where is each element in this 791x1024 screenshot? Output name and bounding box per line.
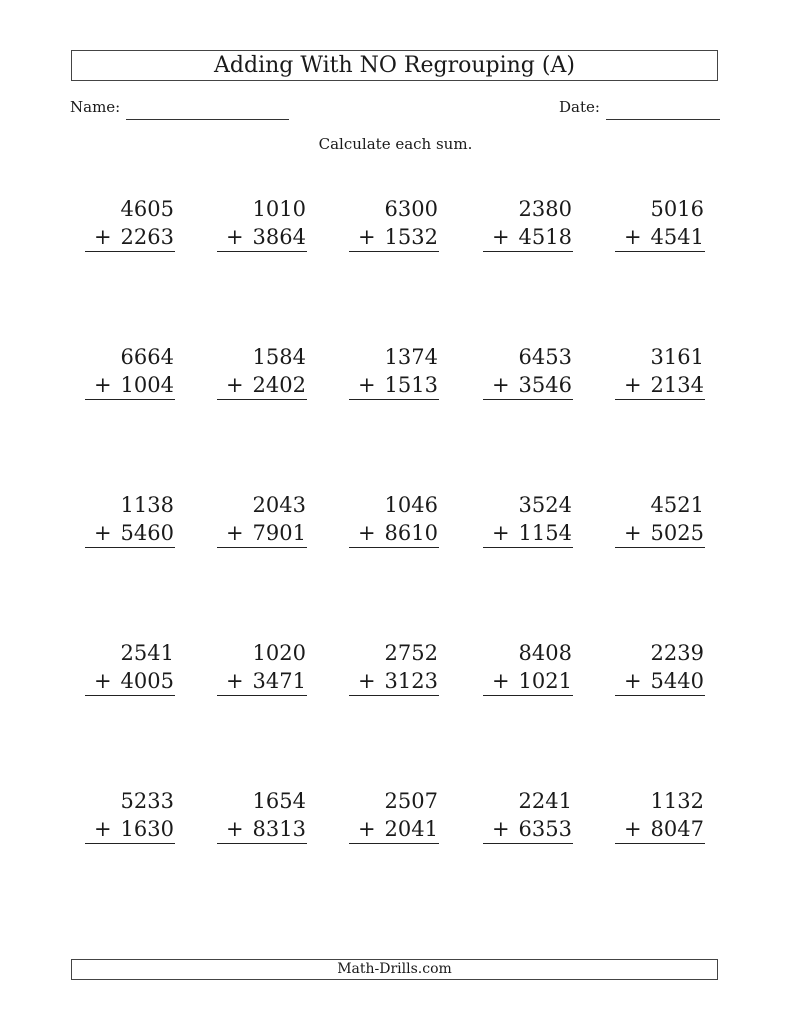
addition-problem (615, 787, 705, 844)
addend-top: 4605 (120, 197, 174, 221)
addend-top: 1046 (384, 493, 438, 517)
addition-problem (483, 639, 573, 696)
footer-credit: Math-Drills.com (71, 959, 718, 980)
date-label: Date: (559, 98, 600, 116)
plus-sign: + (492, 817, 510, 841)
addend-top: 2043 (252, 493, 306, 517)
addend-top: 2507 (384, 789, 438, 813)
addition-problem (217, 195, 307, 252)
addend-top: 5016 (650, 197, 704, 221)
addend-top: 6664 (120, 345, 174, 369)
addition-problem (483, 343, 573, 400)
addition-problem (85, 491, 175, 548)
addition-problem (217, 639, 307, 696)
addend-bottom-row (615, 815, 705, 844)
addend-bottom-row (615, 667, 705, 696)
addend-bottom: 4518 (518, 225, 572, 249)
addend-bottom: 1154 (518, 521, 572, 545)
addition-problem (85, 787, 175, 844)
addend-top: 2239 (650, 641, 704, 665)
addend-bottom: 2134 (650, 373, 704, 397)
addend-bottom: 1630 (120, 817, 174, 841)
addition-problem (483, 491, 573, 548)
addend-bottom: 5460 (120, 521, 174, 545)
addend-top: 3524 (518, 493, 572, 517)
addend-top: 2241 (518, 789, 572, 813)
plus-sign: + (94, 669, 112, 693)
plus-sign: + (226, 669, 244, 693)
addend-top: 6300 (384, 197, 438, 221)
addend-bottom-row (349, 815, 439, 844)
addend-top: 1010 (252, 197, 306, 221)
addend-top: 2380 (518, 197, 572, 221)
addend-bottom-row (85, 667, 175, 696)
addend-bottom: 1532 (384, 225, 438, 249)
addition-problem (217, 787, 307, 844)
addition-problem (349, 787, 439, 844)
addend-bottom-row (615, 371, 705, 400)
addend-bottom-row (85, 223, 175, 252)
plus-sign: + (226, 373, 244, 397)
addend-bottom-row (217, 815, 307, 844)
addend-bottom: 2402 (252, 373, 306, 397)
worksheet-title: Adding With NO Regrouping (A) (71, 50, 718, 81)
addend-bottom-row (217, 223, 307, 252)
addition-problem (615, 491, 705, 548)
addend-bottom-row (483, 815, 573, 844)
addition-problem (615, 195, 705, 252)
addition-problem (349, 639, 439, 696)
addend-bottom-row (349, 371, 439, 400)
addend-top: 2541 (120, 641, 174, 665)
plus-sign: + (624, 225, 642, 249)
addend-bottom-row (615, 223, 705, 252)
addend-bottom-row (615, 519, 705, 548)
addend-bottom: 6353 (518, 817, 572, 841)
plus-sign: + (226, 817, 244, 841)
addend-top: 4521 (650, 493, 704, 517)
addend-top: 2752 (384, 641, 438, 665)
addend-bottom: 8313 (252, 817, 306, 841)
addend-bottom-row (217, 519, 307, 548)
addend-bottom: 8610 (384, 521, 438, 545)
plus-sign: + (358, 817, 376, 841)
addend-bottom: 3123 (384, 669, 438, 693)
addend-bottom: 3471 (252, 669, 306, 693)
addend-bottom-row (483, 371, 573, 400)
instructions: Calculate each sum. (318, 135, 473, 153)
addend-bottom-row (85, 371, 175, 400)
addition-problem (483, 787, 573, 844)
plus-sign: + (492, 669, 510, 693)
addend-top: 8408 (518, 641, 572, 665)
addend-bottom-row (85, 815, 175, 844)
plus-sign: + (226, 521, 244, 545)
addition-problem (85, 343, 175, 400)
addend-bottom: 4541 (650, 225, 704, 249)
plus-sign: + (358, 669, 376, 693)
addend-top: 1654 (252, 789, 306, 813)
addend-bottom: 8047 (650, 817, 704, 841)
plus-sign: + (624, 521, 642, 545)
addition-problem (85, 195, 175, 252)
plus-sign: + (492, 225, 510, 249)
addend-bottom: 1021 (518, 669, 572, 693)
plus-sign: + (624, 373, 642, 397)
addend-bottom: 7901 (252, 521, 306, 545)
addend-bottom: 2041 (384, 817, 438, 841)
date-field-line[interactable] (606, 119, 720, 120)
plus-sign: + (358, 521, 376, 545)
addend-top: 1132 (650, 789, 704, 813)
addend-bottom: 1004 (120, 373, 174, 397)
addend-bottom-row (483, 519, 573, 548)
plus-sign: + (358, 225, 376, 249)
plus-sign: + (94, 373, 112, 397)
addend-bottom-row (349, 519, 439, 548)
addend-top: 1020 (252, 641, 306, 665)
addition-problem (349, 195, 439, 252)
addition-problem (615, 639, 705, 696)
addition-problem (217, 491, 307, 548)
addend-top: 1584 (252, 345, 306, 369)
addend-bottom-row (217, 667, 307, 696)
addend-top: 1138 (120, 493, 174, 517)
plus-sign: + (94, 817, 112, 841)
addend-bottom: 5025 (650, 521, 704, 545)
addend-bottom: 5440 (650, 669, 704, 693)
addend-bottom-row (349, 667, 439, 696)
addend-top: 1374 (384, 345, 438, 369)
name-field-line[interactable] (126, 119, 289, 120)
plus-sign: + (492, 521, 510, 545)
addition-problem (217, 343, 307, 400)
addend-bottom-row (85, 519, 175, 548)
addend-top: 3161 (650, 345, 704, 369)
addition-problem (615, 343, 705, 400)
plus-sign: + (226, 225, 244, 249)
plus-sign: + (358, 373, 376, 397)
plus-sign: + (492, 373, 510, 397)
addend-bottom-row (483, 667, 573, 696)
addition-problem (483, 195, 573, 252)
addition-problem (349, 343, 439, 400)
plus-sign: + (624, 817, 642, 841)
addition-problem (349, 491, 439, 548)
addition-problem (85, 639, 175, 696)
addend-bottom: 3546 (518, 373, 572, 397)
addend-top: 5233 (120, 789, 174, 813)
plus-sign: + (94, 521, 112, 545)
addend-bottom: 3864 (252, 225, 306, 249)
addend-bottom-row (217, 371, 307, 400)
addend-top: 6453 (518, 345, 572, 369)
plus-sign: + (624, 669, 642, 693)
addend-bottom: 2263 (120, 225, 174, 249)
addend-bottom-row (349, 223, 439, 252)
name-label: Name: (70, 98, 121, 116)
addend-bottom: 4005 (120, 669, 174, 693)
addend-bottom-row (483, 223, 573, 252)
plus-sign: + (94, 225, 112, 249)
addend-bottom: 1513 (384, 373, 438, 397)
